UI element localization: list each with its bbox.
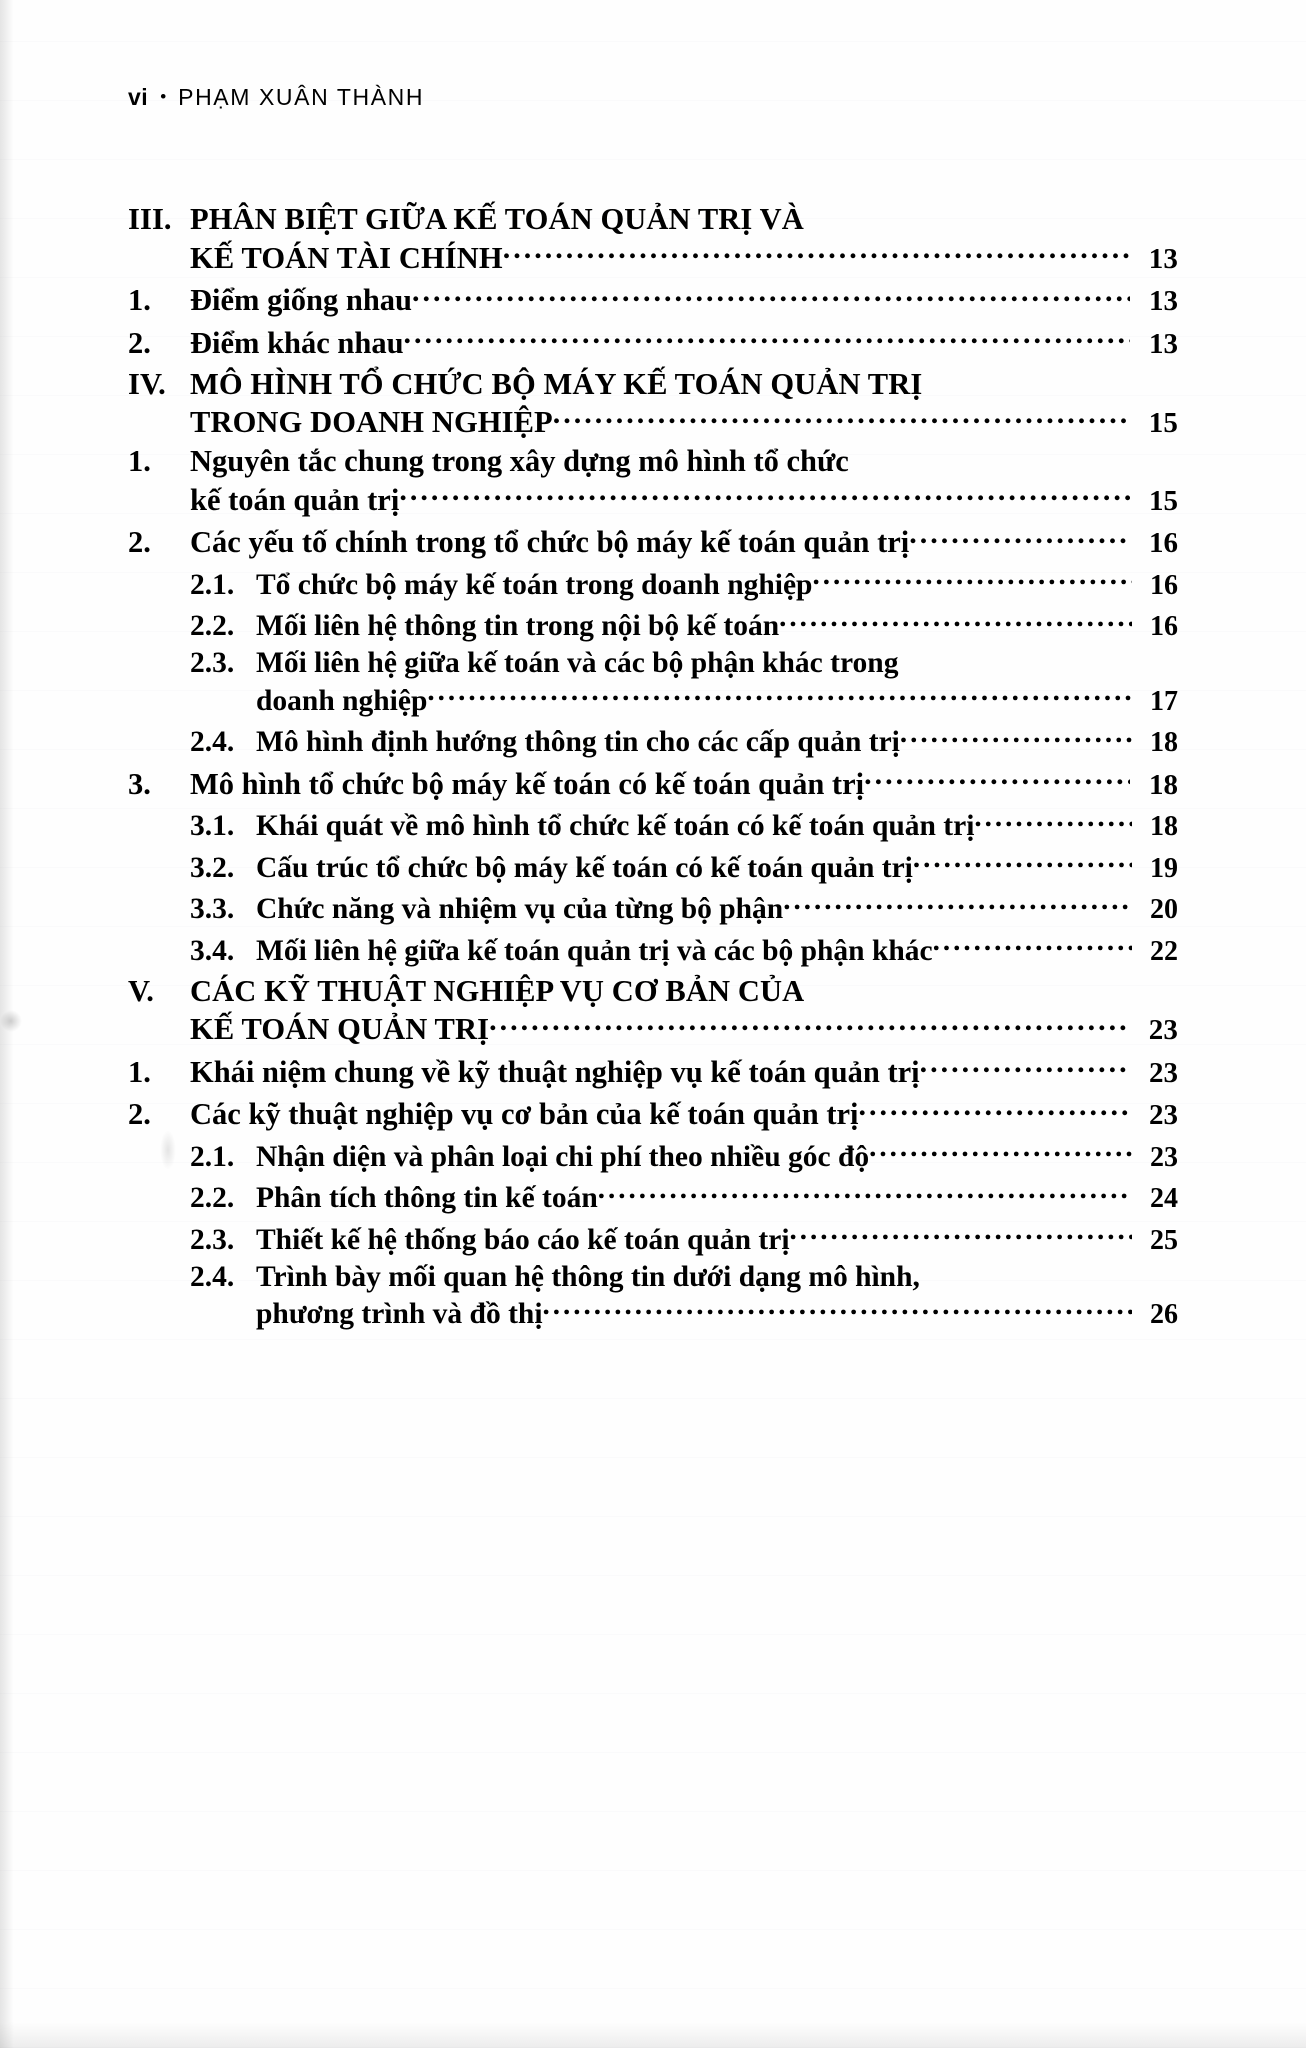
toc-entry-title: phương trình và đồ thị: [256, 1298, 543, 1330]
toc-entry[interactable]: [128, 202, 1178, 276]
scan-smudge: [0, 1010, 22, 1032]
dot-leader: [779, 606, 1132, 636]
dot-leader: [598, 1178, 1132, 1208]
dot-leader: [859, 1094, 1130, 1125]
toc-entry-number: 2.: [128, 325, 151, 360]
toc-entry-title: Phân tích thông tin kế toán: [256, 1182, 598, 1214]
toc-entry[interactable]: [128, 564, 1178, 602]
toc-entry[interactable]: [128, 444, 1178, 518]
toc-entry[interactable]: [128, 974, 1178, 1048]
toc-entry[interactable]: [128, 1261, 1178, 1332]
toc-page-number: 22: [1150, 935, 1178, 967]
toc-entry-line: [190, 564, 1178, 602]
toc-entry-line: [128, 402, 1178, 441]
toc-page-number: 23: [1150, 1141, 1178, 1173]
dot-leader: [933, 930, 1132, 960]
toc-entry-number: 3.3.: [190, 893, 235, 925]
toc-entry[interactable]: [128, 889, 1178, 927]
toc-entry-line: [128, 1051, 1178, 1090]
toc-entry[interactable]: [128, 367, 1178, 441]
dot-leader: [869, 1136, 1132, 1166]
toc-entry-title: Mối liên hệ giữa kế toán quản trị và các bộ phận khác: [256, 934, 933, 967]
toc-entry[interactable]: [128, 606, 1178, 644]
toc-entry-line: [128, 479, 1178, 518]
toc-entry-line: [128, 763, 1178, 802]
toc-page-number: 18: [1149, 768, 1178, 801]
toc-entry-title: Thiết kế hệ thống báo cáo kế toán quản trị: [256, 1223, 790, 1256]
toc-entry-title: CÁC KỸ THUẬT NGHIỆP VỤ CƠ BẢN CỦA: [190, 973, 805, 1008]
page-left-shadow: [0, 0, 14, 2048]
toc-entry-title: MÔ HÌNH TỔ CHỨC BỘ MÁY KẾ TOÁN QUẢN TRỊ: [190, 366, 923, 401]
toc-entry-line: [190, 680, 1178, 718]
toc-page-number: 25: [1150, 1224, 1178, 1256]
toc-entry-title: Các kỹ thuật nghiệp vụ cơ bản của kế toán quản trị: [190, 1097, 859, 1131]
toc-entry-line: [190, 889, 1178, 927]
toc-entry-line: [128, 444, 1178, 479]
toc-entry-line: [128, 237, 1178, 276]
toc-entry-line: [128, 202, 1178, 237]
toc-entry-number: III.: [128, 202, 172, 236]
toc-entry[interactable]: [128, 647, 1178, 718]
toc-entry-title: Nhận diện và phân loại chi phí theo nhiều góc độ: [256, 1140, 870, 1173]
dot-leader: [783, 889, 1132, 919]
toc-entry-line: [190, 1178, 1178, 1216]
toc-entry-line: [128, 367, 1178, 402]
toc-entry-number: 3.4.: [190, 934, 235, 967]
toc-entry-number: 2.2.: [190, 1182, 235, 1214]
toc-entry-title: Điểm giống nhau: [190, 283, 413, 317]
toc-page-number: 26: [1150, 1299, 1178, 1330]
toc-page-number: 19: [1150, 852, 1178, 884]
toc-page-number: 15: [1148, 407, 1178, 439]
toc-entry-number: 1.: [128, 444, 151, 478]
toc-entry[interactable]: [128, 1136, 1178, 1174]
toc-entry-line: [190, 722, 1178, 760]
page-folio: vi: [128, 84, 149, 110]
toc-entry-line: [128, 1009, 1178, 1048]
toc-entry-number: 2.1.: [190, 1140, 235, 1173]
toc-page-number: 13: [1148, 242, 1178, 275]
toc-entry-title: KẾ TOÁN TÀI CHÍNH: [190, 240, 503, 275]
toc-entry[interactable]: [128, 522, 1178, 561]
toc-entry-title: doanh nghiệp: [256, 684, 428, 717]
toc-entry-title: KẾ TOÁN QUẢN TRỊ: [190, 1012, 490, 1046]
toc-entry-title: TRONG DOANH NGHIỆP: [190, 405, 553, 439]
toc-entry-number: 1.: [128, 1054, 151, 1089]
toc-entry-line: [128, 1094, 1178, 1133]
dot-leader: [404, 322, 1130, 353]
toc-entry-title: Mô hình tổ chức bộ máy kế toán có kế toán quản trị: [190, 766, 865, 801]
toc-entry[interactable]: [128, 806, 1178, 844]
toc-entry-number: 3.2.: [190, 851, 235, 884]
dot-leader: [553, 402, 1130, 433]
dot-leader: [864, 763, 1130, 794]
toc-entry-title: Trình bày mối quan hệ thông tin dưới dạng mô hình,: [256, 1260, 920, 1293]
toc-entry-number: 2.3.: [190, 1223, 235, 1256]
toc-entry-line: [128, 280, 1178, 319]
toc-entry-line: [190, 1136, 1178, 1174]
toc-entry-line: [190, 647, 1178, 680]
toc-entry[interactable]: [128, 1094, 1178, 1133]
toc-entry-title: kế toán quản trị: [190, 482, 400, 517]
toc-entry[interactable]: [128, 1178, 1178, 1216]
toc-page-number: 16: [1150, 611, 1178, 642]
toc-entry-number: 2.3.: [190, 647, 235, 679]
dot-leader: [399, 479, 1130, 510]
toc-entry-title: Điểm khác nhau: [190, 325, 404, 360]
dot-leader: [920, 1051, 1130, 1082]
toc-entry[interactable]: [128, 722, 1178, 760]
toc-entry-number: 2.: [128, 1097, 151, 1131]
toc-page-number: 16: [1149, 527, 1178, 559]
toc-entry[interactable]: [128, 322, 1178, 361]
dot-leader: [412, 280, 1130, 311]
toc-entry-title: Khái quát về mô hình tổ chức kế toán có kế toán quản trị: [256, 810, 975, 842]
dot-leader: [974, 806, 1132, 836]
toc-entry-number: 2.4.: [190, 1260, 235, 1293]
toc-entry-line: [128, 974, 1178, 1009]
toc-page-number: 23: [1149, 1056, 1178, 1089]
dot-leader: [909, 522, 1130, 553]
toc-page-number: 18: [1150, 727, 1178, 758]
toc-page-number: 20: [1150, 894, 1178, 925]
toc-entry-line: [128, 522, 1178, 561]
toc-entry-line: [190, 1294, 1178, 1332]
toc-page-number: 23: [1149, 1099, 1178, 1131]
toc-entry-number: 2.: [128, 525, 151, 559]
toc-entry-line: [190, 847, 1178, 885]
toc-entry-title: Nguyên tắc chung trong xây dựng mô hình tổ chức: [190, 444, 849, 478]
dot-leader: [503, 237, 1130, 268]
toc-entry-title: PHÂN BIỆT GIỮA KẾ TOÁN QUẢN TRỊ VÀ: [190, 202, 804, 236]
toc-entry-line: [190, 930, 1178, 968]
toc-entry-number: 3.1.: [190, 810, 235, 842]
toc-entry-line: [128, 322, 1178, 361]
toc-page-number: 15: [1149, 484, 1178, 517]
toc-entry-number: 2.2.: [190, 610, 235, 642]
toc-entry-title: Chức năng và nhiệm vụ của từng bộ phận: [256, 893, 784, 925]
page-bottom-shadow: [0, 2022, 1306, 2048]
toc-entry-line: [190, 1261, 1178, 1294]
toc-entry[interactable]: [128, 1219, 1178, 1257]
toc-entry-line: [190, 606, 1178, 644]
table-of-contents: [128, 196, 1178, 1331]
toc-page-number: 13: [1149, 285, 1178, 317]
dot-leader: [900, 722, 1132, 752]
dot-leader: [790, 1219, 1132, 1249]
dot-leader: [489, 1009, 1130, 1040]
toc-page-number: 13: [1149, 327, 1178, 360]
toc-entry-title: Mối liên hệ giữa kế toán và các bộ phận khác trong: [256, 647, 899, 679]
toc-entry-title: Cấu trúc tổ chức bộ máy kế toán có kế toán quản trị: [256, 851, 913, 884]
toc-entry[interactable]: [128, 1051, 1178, 1090]
dot-leader: [543, 1294, 1132, 1324]
running-head: [128, 84, 424, 111]
toc-page-number: 17: [1150, 685, 1178, 717]
toc-page-number: 24: [1150, 1183, 1178, 1214]
toc-page-number: 23: [1148, 1014, 1178, 1046]
toc-entry-line: [190, 806, 1178, 844]
toc-page-number: 16: [1150, 569, 1178, 601]
toc-entry-title: Mô hình định hướng thông tin cho các cấp quản trị: [256, 726, 900, 758]
toc-entry[interactable]: [128, 847, 1178, 885]
toc-entry[interactable]: [128, 930, 1178, 968]
bullet-separator-icon: •: [160, 87, 167, 106]
toc-entry-number: V.: [128, 973, 154, 1008]
toc-entry-title: Mối liên hệ thông tin trong nội bộ kế toán: [256, 610, 780, 642]
author-name: PHẠM XUÂN THÀNH: [178, 84, 425, 110]
toc-entry-title: Khái niệm chung về kỹ thuật nghiệp vụ kế toán quản trị: [190, 1054, 920, 1089]
toc-entry[interactable]: [128, 763, 1178, 802]
toc-entry-number: 1.: [128, 283, 151, 317]
toc-entry-number: IV.: [128, 366, 166, 401]
toc-entry-title: Tổ chức bộ máy kế toán trong doanh nghiệp: [256, 568, 813, 601]
toc-entry-number: 2.1.: [190, 568, 235, 601]
toc-entry[interactable]: [128, 280, 1178, 319]
toc-entry-number: 2.4.: [190, 726, 235, 758]
dot-leader: [812, 564, 1132, 594]
toc-entry-title: Các yếu tố chính trong tổ chức bộ máy kế toán quản trị: [190, 525, 910, 559]
toc-entry-number: 3.: [128, 766, 151, 801]
toc-page-number: 18: [1150, 811, 1178, 842]
dot-leader: [913, 847, 1132, 877]
dot-leader: [427, 680, 1132, 710]
toc-entry-line: [190, 1219, 1178, 1257]
